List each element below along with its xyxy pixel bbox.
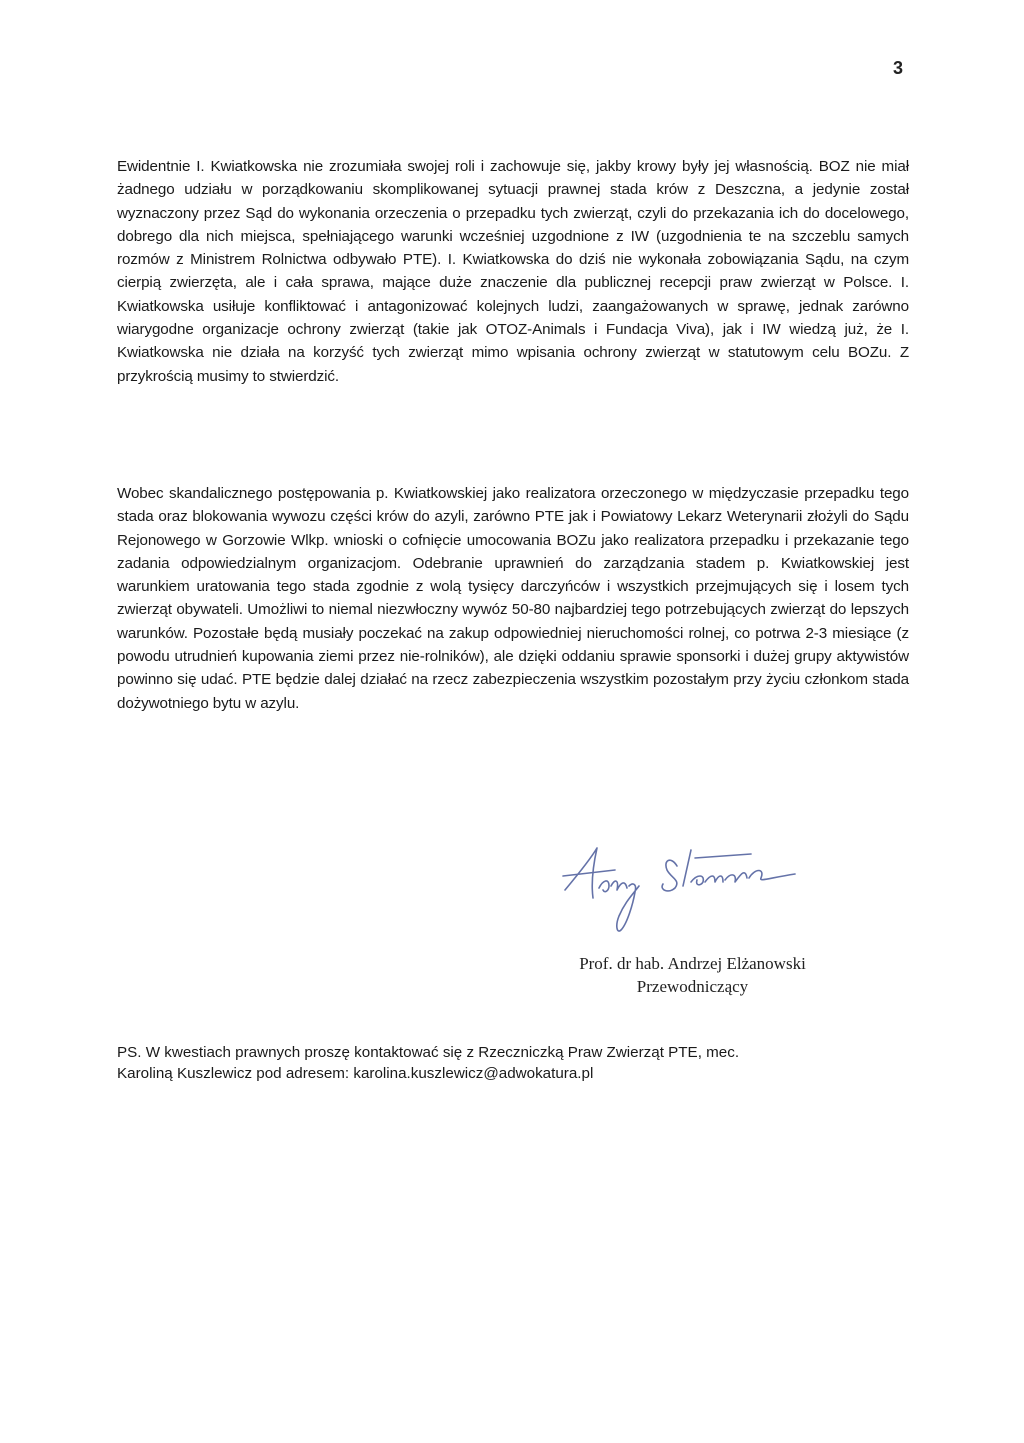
handwritten-signature-icon xyxy=(555,838,815,938)
signatory-title: Przewodniczący xyxy=(636,977,749,996)
paragraph-1: Ewidentnie I. Kwiatkowska nie zrozumiała swojej roli i zachowuje się, jakby krowy były jej własnością. BOZ nie miał żadnego udziału w porządkowaniu skomplikowanej sytuacji prawnej stada krów z Deszczna, a jedynie został wyznaczony przez Sąd do wykonania orzeczenia o przepadku tych zwierząt, czyli do przekazania ich do docelowego, dobrego dla nich miejsca, spełniającego warunki wcześniej uzgodnione z IW (uzgodnienia te na szczeblu samych rozmów z Ministrem Rolnictwa odbywało PTE). I. Kwiatkowska do dziś nie wykonała zobowiązania Sądu, na czym cierpią zwierzęta, ale i cała sprawa, mające duże znaczenie dla publicznej recepcji praw zwierząt w Polsce. I. Kwiatkowska usiłuje konfliktować i antagonizować kolejnych ludzi, zaangażowanych w sprawę, jednak zarówno wiarygodne organizacje ochrony zwierząt (takie jak OTOZ-Animals i Fundacja Viva), jak i IW wiedzą już, że I. Kwiatkowska nie działa na korzyść tych zwierząt mimo wpisania ochrony zwierząt w statutowym celu BOZu. Z przykrością musimy to stwierdzić. xyxy=(117,158,909,385)
postscript-line-2: Karoliną Kuszlewicz pod adresem: karolina.kuszlewicz@adwokatura.pl xyxy=(117,1065,594,1082)
postscript xyxy=(117,1042,917,1084)
signature-image xyxy=(555,838,815,938)
page-number: 3 xyxy=(893,58,904,78)
postscript-line-1: PS. W kwestiach prawnych proszę kontaktować się z Rzeczniczką Praw Zwierząt PTE, mec. xyxy=(117,1044,740,1061)
paragraph-2: Wobec skandalicznego postępowania p. Kwiatkowskiej jako realizatora orzeczonego w międzyczasie przepadku tego stada oraz blokowania wywozu części krów do azyli, zarówno PTE jak i Powiatowy Lekarz Weterynarii złożyli do Sądu Rejonowego w Gorzowie Wlkp. wnioski o cofnięcie umocowania BOZu jako realizatora przepadku i przekazanie tego zadania odpowiedzialnym organizacjom. Odebranie uprawnień do zarządzania stadem p. Kwiatkowskiej jest warunkiem uratowania tego stada zgodnie z wolą tysięcy darczyńców i wszystkich przejmujących się i losem tych zwierząt obywateli. Umożliwi to niemal niezwłoczny wywóz 50-80 najbardziej tego potrzebujących zwierząt do lepszych warunków. Pozostałe będą musiały poczekać na zakup odpowiedniej nieruchomości rolnej, co potrwa 2-3 miesiące (z powodu utrudnień kupowania ziemi przez nie-rolników), ale dzięki oddaniu sprawie sponsorki i dużej grupy aktywistów powinno się udać. PTE będzie dalej działać na rzecz zabezpieczenia wszystkim pozostałym przy życiu członkom stada dożywotniego bytu w azylu. xyxy=(117,485,909,712)
signatory-name: Prof. dr hab. Andrzej Elżanowski xyxy=(579,954,806,973)
